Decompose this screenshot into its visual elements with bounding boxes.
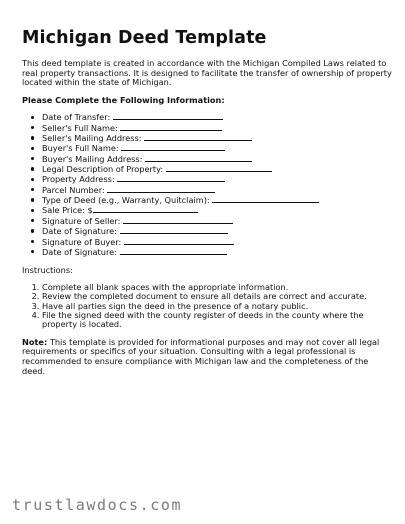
field-legal-description	[42, 164, 392, 174]
instructions-list	[22, 283, 392, 330]
instruction-item: 4. File the signed deed with the county register of deeds in the county where the property is located.	[42, 311, 392, 330]
field-signature-buyer	[42, 237, 392, 247]
field-label: Sale Price: $	[42, 205, 93, 216]
field-buyer-name	[42, 143, 392, 153]
form-subheading: Please Complete the Following Information:	[22, 94, 225, 105]
field-label: Signature of Buyer:	[42, 236, 122, 247]
note-paragraph	[22, 338, 392, 376]
blank-line[interactable]	[144, 133, 252, 141]
field-signature-seller	[42, 216, 392, 226]
blank-line[interactable]	[124, 237, 234, 245]
field-label: Date of Transfer:	[42, 112, 111, 123]
field-date-of-transfer	[42, 112, 392, 122]
field-parcel-number	[42, 185, 392, 195]
field-seller-address	[42, 133, 392, 143]
instructions-label: Instructions:	[22, 265, 73, 276]
note-label: Note:	[22, 336, 48, 347]
instruction-item: 2. Review the completed document to ensure all details are correct and accurate.	[42, 292, 392, 301]
blank-line[interactable]	[93, 205, 198, 213]
instruction-item: 3. Have all parties sign the deed in the presence of a notary public.	[42, 302, 392, 311]
field-property-address	[42, 174, 392, 184]
blank-line[interactable]	[145, 154, 252, 162]
blank-line[interactable]	[120, 247, 227, 255]
field-label: Type of Deed (e.g., Warranty, Quitclaim):	[42, 195, 210, 206]
blank-line[interactable]	[123, 216, 233, 224]
field-label: Buyer's Mailing Address:	[42, 153, 143, 164]
field-date-signature-buyer	[42, 247, 392, 257]
blank-line[interactable]	[113, 112, 223, 120]
field-label: Signature of Seller:	[42, 215, 121, 226]
field-buyer-address	[42, 154, 392, 164]
field-label: Date of Signature:	[42, 246, 117, 257]
blank-line[interactable]	[120, 123, 222, 131]
field-label: Property Address:	[42, 174, 115, 185]
blank-line[interactable]	[117, 174, 225, 182]
field-label: Legal Description of Property:	[42, 164, 164, 175]
blank-line[interactable]	[166, 164, 272, 172]
intro-paragraph: This deed template is created in accordance with the Michigan Compiled Laws related to real property transactions. It is designed to facilitate the transfer of ownership of property located within the state of Michigan.	[22, 58, 392, 88]
document-page	[22, 28, 392, 376]
footer-watermark: trustlawdocs.com	[12, 496, 183, 514]
field-label: Seller's Mailing Address:	[42, 133, 142, 144]
field-label: Seller's Full Name:	[42, 122, 118, 133]
field-label: Date of Signature:	[42, 226, 117, 237]
instruction-item: 1. Complete all blank spaces with the appropriate information.	[42, 283, 392, 292]
field-list	[22, 112, 392, 257]
field-type-of-deed	[42, 195, 392, 205]
blank-line[interactable]	[212, 195, 319, 203]
field-sale-price	[42, 205, 392, 215]
blank-line[interactable]	[107, 185, 215, 193]
field-date-signature-seller	[42, 226, 392, 236]
field-seller-name	[42, 123, 392, 133]
page-title: Michigan Deed Template	[22, 28, 267, 48]
blank-line[interactable]	[121, 143, 225, 151]
blank-line[interactable]	[120, 226, 228, 234]
field-label: Buyer's Full Name:	[42, 143, 119, 154]
field-label: Parcel Number:	[42, 184, 105, 195]
note-text: This template is provided for informational purposes and may not cover all legal requirements or specifics of your situation. Consulting with a legal professional is recommended to ensure compliance with Michigan law and the completeness of the deed.	[22, 336, 380, 376]
